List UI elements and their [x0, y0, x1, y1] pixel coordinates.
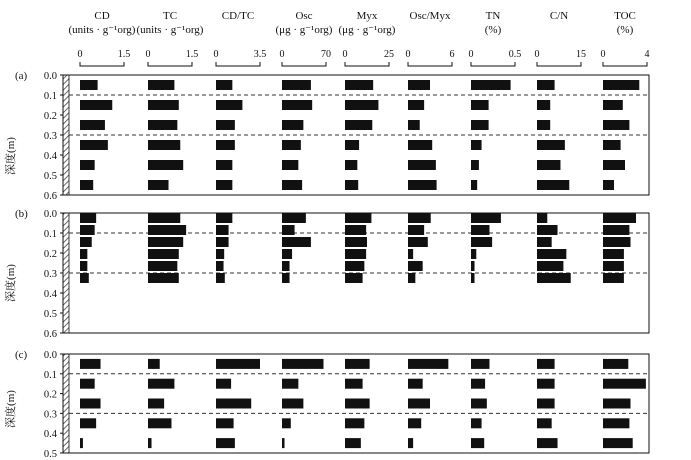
scale-axis-7	[537, 62, 581, 66]
scale-axis-3	[282, 62, 326, 66]
bar-0-2-1	[216, 100, 242, 110]
bar-2-8-1	[603, 379, 646, 389]
bar-1-6-4	[471, 261, 475, 271]
bar-1-2-0	[216, 213, 232, 223]
bar-1-0-3	[80, 249, 87, 259]
bar-2-0-0	[80, 359, 101, 369]
bar-1-5-1	[408, 225, 424, 235]
bar-0-2-4	[216, 160, 232, 170]
depth-label-1-4: 0.4	[43, 289, 57, 300]
column-unit-4: (μg · g⁻¹org)	[338, 24, 396, 36]
panel-label-1: (b)	[15, 208, 28, 220]
depth-label-0-4: 0.4	[43, 151, 57, 162]
bar-1-8-2	[603, 237, 631, 247]
scale-tick-max-8: 4	[644, 49, 650, 60]
bar-1-8-5	[603, 273, 624, 283]
bar-2-0-2	[80, 399, 101, 409]
bar-2-8-4	[603, 438, 633, 448]
bar-2-5-2	[408, 399, 430, 409]
scale-tick-min-8: 0	[600, 49, 606, 60]
depth-strip-1	[63, 213, 69, 333]
bar-0-6-1	[471, 100, 489, 110]
bar-0-6-2	[471, 120, 489, 130]
bar-0-5-0	[408, 80, 430, 90]
bar-1-2-2	[216, 237, 229, 247]
bar-0-1-2	[148, 120, 177, 130]
bar-0-7-5	[537, 180, 569, 190]
bar-0-3-4	[282, 160, 298, 170]
bar-0-7-0	[537, 80, 555, 90]
panel-label-2: (c)	[15, 349, 28, 361]
bar-0-2-2	[216, 120, 235, 130]
bar-2-1-4	[148, 438, 152, 448]
bar-1-1-0	[148, 213, 180, 223]
column-title-0: CD	[94, 10, 110, 22]
bar-1-7-0	[537, 213, 547, 223]
bar-1-2-4	[216, 261, 224, 271]
bar-2-4-0	[345, 359, 370, 369]
scale-axis-0	[80, 62, 124, 66]
bar-1-0-0	[80, 213, 96, 223]
bar-2-4-4	[345, 438, 361, 448]
bar-0-0-2	[80, 120, 105, 130]
depth-label-2-3: 0.3	[43, 409, 57, 421]
column-title-6: TN	[485, 10, 501, 22]
bar-2-3-2	[282, 399, 303, 409]
depth-label-0-2: 0.2	[43, 111, 57, 122]
scale-tick-min-7: 0	[534, 49, 540, 60]
scale-tick-max-2: 3.5	[253, 49, 267, 60]
bar-0-5-2	[408, 120, 420, 130]
bar-1-1-4	[148, 261, 177, 271]
bar-1-6-5	[471, 273, 475, 283]
column-unit-6: (%)	[484, 24, 502, 36]
bar-2-0-4	[80, 438, 83, 448]
scale-axis-4	[345, 62, 389, 66]
bar-1-0-1	[80, 225, 95, 235]
bar-0-4-0	[345, 80, 373, 90]
bar-0-8-5	[603, 180, 614, 190]
bar-2-1-0	[148, 359, 160, 369]
bar-0-4-2	[345, 120, 372, 130]
bar-1-5-2	[408, 237, 428, 247]
bar-2-4-3	[345, 418, 364, 428]
bar-2-1-3	[148, 418, 171, 428]
bar-2-5-1	[408, 379, 423, 389]
bar-2-6-1	[471, 379, 485, 389]
bar-2-2-1	[216, 379, 231, 389]
depth-label-2-2: 0.2	[43, 389, 57, 401]
scale-tick-max-6: 0.5	[508, 49, 522, 60]
bar-1-5-3	[408, 249, 413, 259]
bar-0-0-5	[80, 180, 93, 190]
bar-0-8-2	[603, 120, 629, 130]
bar-2-8-2	[603, 399, 631, 409]
bar-0-8-3	[603, 140, 621, 150]
bar-0-2-3	[216, 140, 235, 150]
column-unit-8: (%)	[616, 24, 634, 36]
bar-1-0-2	[80, 237, 92, 247]
ylabel-panel-b: 深度(m)	[5, 264, 17, 302]
bar-2-0-3	[80, 418, 96, 428]
bar-0-4-3	[345, 140, 359, 150]
bar-0-2-5	[216, 180, 232, 190]
depth-label-1-2: 0.2	[43, 249, 57, 260]
bar-2-7-3	[537, 418, 552, 428]
scale-tick-min-1: 0	[145, 49, 151, 60]
bar-1-0-5	[80, 273, 89, 283]
column-unit-1: (units · g⁻¹org)	[136, 24, 204, 36]
scale-axis-5	[408, 62, 452, 66]
column-title-8: TOC	[614, 10, 636, 22]
depth-label-2-1: 0.1	[43, 369, 57, 381]
bar-0-3-0	[282, 80, 311, 90]
bar-1-6-0	[471, 213, 501, 223]
bar-1-7-3	[537, 249, 566, 259]
bar-2-2-0	[216, 359, 260, 369]
bar-0-1-0	[148, 80, 174, 90]
bar-1-4-2	[345, 237, 367, 247]
bar-0-8-4	[603, 160, 625, 170]
scale-tick-min-5: 0	[405, 49, 411, 60]
bar-2-8-0	[603, 359, 628, 369]
scale-axis-1	[148, 62, 192, 66]
depth-label-2-0: 0.0	[43, 350, 57, 361]
bar-1-1-2	[148, 237, 183, 247]
depth-label-0-1: 0.1	[43, 91, 57, 102]
bar-0-1-4	[148, 160, 183, 170]
bar-0-7-2	[537, 120, 550, 130]
bar-0-3-1	[282, 100, 312, 110]
scale-tick-max-3: 70	[321, 49, 331, 60]
bar-1-4-4	[345, 261, 364, 271]
bar-1-6-2	[471, 237, 492, 247]
bar-1-0-4	[80, 261, 87, 271]
bar-0-7-4	[537, 160, 560, 170]
scale-tick-min-0: 0	[77, 49, 83, 60]
bar-0-0-0	[80, 80, 98, 90]
bar-0-4-4	[345, 160, 357, 170]
bar-2-7-1	[537, 379, 555, 389]
bar-0-3-3	[282, 140, 301, 150]
scale-tick-min-3: 0	[279, 49, 285, 60]
bar-1-7-4	[537, 261, 563, 271]
scale-tick-max-7: 15	[576, 49, 586, 60]
scale-tick-min-4: 0	[342, 49, 348, 60]
column-title-5: Osc/Myx	[409, 10, 451, 22]
bar-1-8-4	[603, 261, 624, 271]
bar-2-1-1	[148, 379, 174, 389]
bar-2-8-3	[603, 418, 629, 428]
bar-2-2-4	[216, 438, 235, 448]
bar-2-3-0	[282, 359, 323, 369]
bar-0-8-1	[603, 100, 623, 110]
bar-2-6-2	[471, 399, 487, 409]
bar-1-4-5	[345, 273, 363, 283]
depth-label-0-3: 0.3	[43, 131, 57, 142]
bar-0-6-0	[471, 80, 511, 90]
bar-1-3-3	[282, 249, 292, 259]
bar-1-1-5	[148, 273, 179, 283]
bar-0-3-2	[282, 120, 303, 130]
column-title-4: Myx	[356, 10, 378, 22]
bar-0-4-1	[345, 100, 378, 110]
bar-1-1-1	[148, 225, 186, 235]
bar-2-6-4	[471, 438, 484, 448]
bar-0-1-5	[148, 180, 169, 190]
bar-2-3-4	[282, 438, 285, 448]
bar-2-5-4	[408, 438, 413, 448]
scale-tick-max-5: 6	[449, 49, 455, 60]
bar-1-7-1	[537, 225, 558, 235]
bar-0-1-3	[148, 140, 180, 150]
bar-2-2-3	[216, 418, 234, 428]
column-title-3: Osc	[295, 10, 313, 22]
scale-tick-min-6: 0	[468, 49, 474, 60]
bar-2-7-0	[537, 359, 555, 369]
column-title-1: TC	[162, 10, 178, 22]
depth-label-1-0: 0.0	[43, 209, 57, 220]
bar-0-4-5	[345, 180, 358, 190]
bar-1-6-3	[471, 249, 476, 259]
bar-0-5-1	[408, 100, 424, 110]
bar-0-5-4	[408, 160, 436, 170]
scale-axis-6	[471, 62, 515, 66]
depth-label-2-5: 0.5	[43, 449, 57, 460]
scale-axis-8	[603, 62, 647, 66]
bar-2-3-3	[282, 418, 291, 428]
bar-1-4-3	[345, 249, 366, 259]
depth-strip-0	[63, 75, 69, 195]
bar-1-1-3	[148, 249, 179, 259]
depth-label-0-6: 0.6	[43, 191, 57, 202]
scale-tick-max-4: 25	[384, 49, 394, 60]
bar-0-6-4	[471, 160, 479, 170]
bar-1-2-5	[216, 273, 225, 283]
depth-label-0-0: 0.0	[43, 71, 57, 82]
ylabel-panel-a: 深度(m)	[5, 137, 17, 175]
bar-1-3-2	[282, 237, 311, 247]
ylabel-panel-c: 深度(m)	[5, 390, 17, 428]
bar-0-3-5	[282, 180, 302, 190]
bar-1-7-2	[537, 237, 552, 247]
bar-1-2-3	[216, 249, 224, 259]
bar-1-8-0	[603, 213, 636, 223]
scale-tick-max-1: 1.5	[185, 49, 199, 60]
bar-1-5-4	[408, 261, 423, 271]
bar-2-2-2	[216, 399, 251, 409]
bar-1-4-1	[345, 225, 366, 235]
bar-2-7-2	[537, 399, 555, 409]
bar-0-7-3	[537, 140, 565, 150]
bar-1-7-5	[537, 273, 571, 283]
bar-1-5-0	[408, 213, 431, 223]
column-title-7: C/N	[549, 10, 569, 22]
bar-0-5-5	[408, 180, 437, 190]
column-title-2: CD/TC	[221, 10, 255, 22]
bar-0-7-1	[537, 100, 550, 110]
bar-2-0-1	[80, 379, 95, 389]
column-unit-3: (μg · g⁻¹org)	[275, 24, 333, 36]
depth-strip-2	[63, 354, 69, 453]
bar-0-5-3	[408, 140, 432, 150]
bar-2-4-1	[345, 379, 363, 389]
bar-0-2-0	[216, 80, 232, 90]
bar-1-4-0	[345, 213, 371, 223]
depth-label-2-4: 0.4	[43, 429, 57, 441]
bar-2-1-2	[148, 399, 164, 409]
panel-label-0: (a)	[15, 70, 28, 82]
bar-0-0-4	[80, 160, 95, 170]
bar-1-3-4	[282, 261, 290, 271]
scale-tick-max-0: 1.5	[117, 49, 131, 60]
depth-label-1-5: 0.5	[43, 309, 57, 320]
depth-label-0-5: 0.5	[43, 171, 57, 182]
scale-tick-min-2: 0	[213, 49, 219, 60]
bar-2-5-0	[408, 359, 448, 369]
bar-0-1-1	[148, 100, 179, 110]
bar-1-3-1	[282, 225, 295, 235]
bar-0-6-5	[471, 180, 477, 190]
bar-2-4-2	[345, 399, 370, 409]
scale-axis-2	[216, 62, 260, 66]
bar-1-8-3	[603, 249, 624, 259]
bar-1-3-0	[282, 213, 306, 223]
bar-2-6-0	[471, 359, 489, 369]
depth-label-1-1: 0.1	[43, 229, 57, 240]
bar-2-3-1	[282, 379, 298, 389]
bar-1-6-1	[471, 225, 489, 235]
bar-0-8-0	[603, 80, 639, 90]
bar-0-0-3	[80, 140, 108, 150]
bar-0-0-1	[80, 100, 112, 110]
column-unit-0: (units · g⁻¹org)	[68, 24, 136, 36]
bar-0-6-3	[471, 140, 482, 150]
bar-2-6-3	[471, 418, 482, 428]
depth-label-1-3: 0.3	[43, 269, 57, 280]
depth-label-1-6: 0.6	[43, 329, 57, 340]
bar-2-7-4	[537, 438, 558, 448]
bar-1-2-1	[216, 225, 229, 235]
bar-1-5-5	[408, 273, 415, 283]
bar-1-8-1	[603, 225, 629, 235]
bar-2-5-3	[408, 418, 421, 428]
bar-1-3-5	[282, 273, 290, 283]
